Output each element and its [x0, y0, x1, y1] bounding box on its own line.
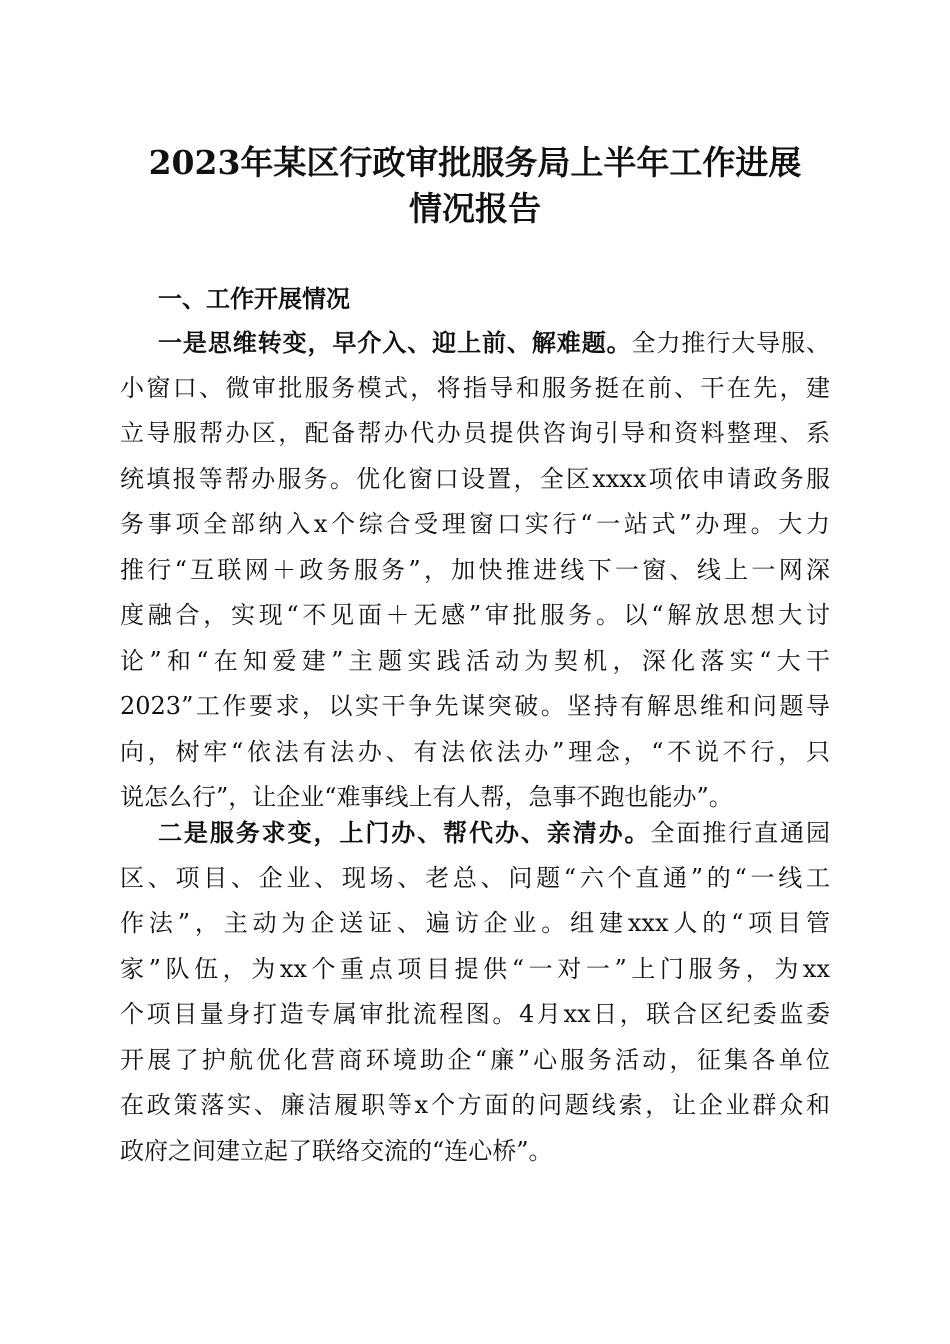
paragraph-line: 个项目量身打造专属审批流程图。4月xx日，联合区纪委监委 — [120, 1000, 830, 1028]
title-line-2: 情况报告 — [409, 189, 541, 228]
paragraph-line: 统填报等帮办服务。优化窗口设置，全区xxxx项依申请政务服 — [120, 464, 830, 493]
section-heading: 一、工作开展情况 — [158, 285, 350, 313]
paragraph-line: 务事项全部纳入x个综合受理窗口实行“一站式”办理。大力 — [120, 510, 830, 538]
paragraph-2 — [120, 810, 830, 1174]
paragraph-line: 推行“互联网＋政务服务”，加快推进线下一窗、线上一网深 — [120, 555, 830, 584]
paragraph-line: 2023”工作要求，以实干争先谋突破。坚持有解思维和问题导 — [120, 692, 830, 720]
paragraph-1 — [120, 320, 830, 821]
paragraph-line: 在政策落实、廉洁履职等x个方面的问题线索，让企业群众和 — [120, 1091, 830, 1119]
paragraph-line: 说怎么行”，让企业“难事线上有人帮，急事不跑也能办”。 — [120, 783, 733, 811]
paragraph-lead: 二是服务求变，上门办、帮代办、亲清办。 — [158, 818, 651, 847]
paragraph-line: 论”和“在知爱建”主题实践活动为契机，深化落实“大干 — [120, 646, 830, 675]
paragraph-line — [120, 320, 830, 366]
document-title — [120, 140, 830, 232]
paragraph-text: 全面推行直通园 — [650, 819, 831, 847]
paragraph-text: 全力推行大导服、 — [631, 329, 831, 357]
paragraph-line: 作法”，主动为企送证、遍访企业。组建xxx人的“项目管 — [120, 909, 830, 937]
paragraph-line: 向，树牢“依法有法办、有法依法办”理念，“不说不行，只 — [120, 737, 830, 766]
title-line-1: 2023年某区行政审批服务局上半年工作进展 — [148, 143, 802, 182]
paragraph-lead: 一是思维转变，早介入、迎上前、解难题。 — [158, 328, 632, 357]
paragraph-line: 开展了护航优化营商环境助企“廉”心服务活动，征集各单位 — [120, 1045, 830, 1074]
paragraph-line: 家”队伍，为xx个重点项目提供“一对一”上门服务，为xx — [120, 954, 830, 983]
paragraph-line: 政府之间建立起了联络交流的“连心桥”。 — [120, 1136, 553, 1165]
paragraph-line: 区、项目、企业、现场、老总、问题“六个直通”的“一线工 — [120, 863, 830, 892]
paragraph-line: 度融合，实现“不见面＋无感”审批服务。以“解放思想大讨 — [120, 601, 830, 629]
paragraph-line — [120, 810, 830, 856]
paragraph-line: 立导服帮办区，配备帮办代办员提供咨询引导和资料整理、系 — [120, 419, 830, 447]
paragraph-line: 小窗口、微审批服务模式，将指导和服务挺在前、干在先，建 — [120, 373, 830, 402]
